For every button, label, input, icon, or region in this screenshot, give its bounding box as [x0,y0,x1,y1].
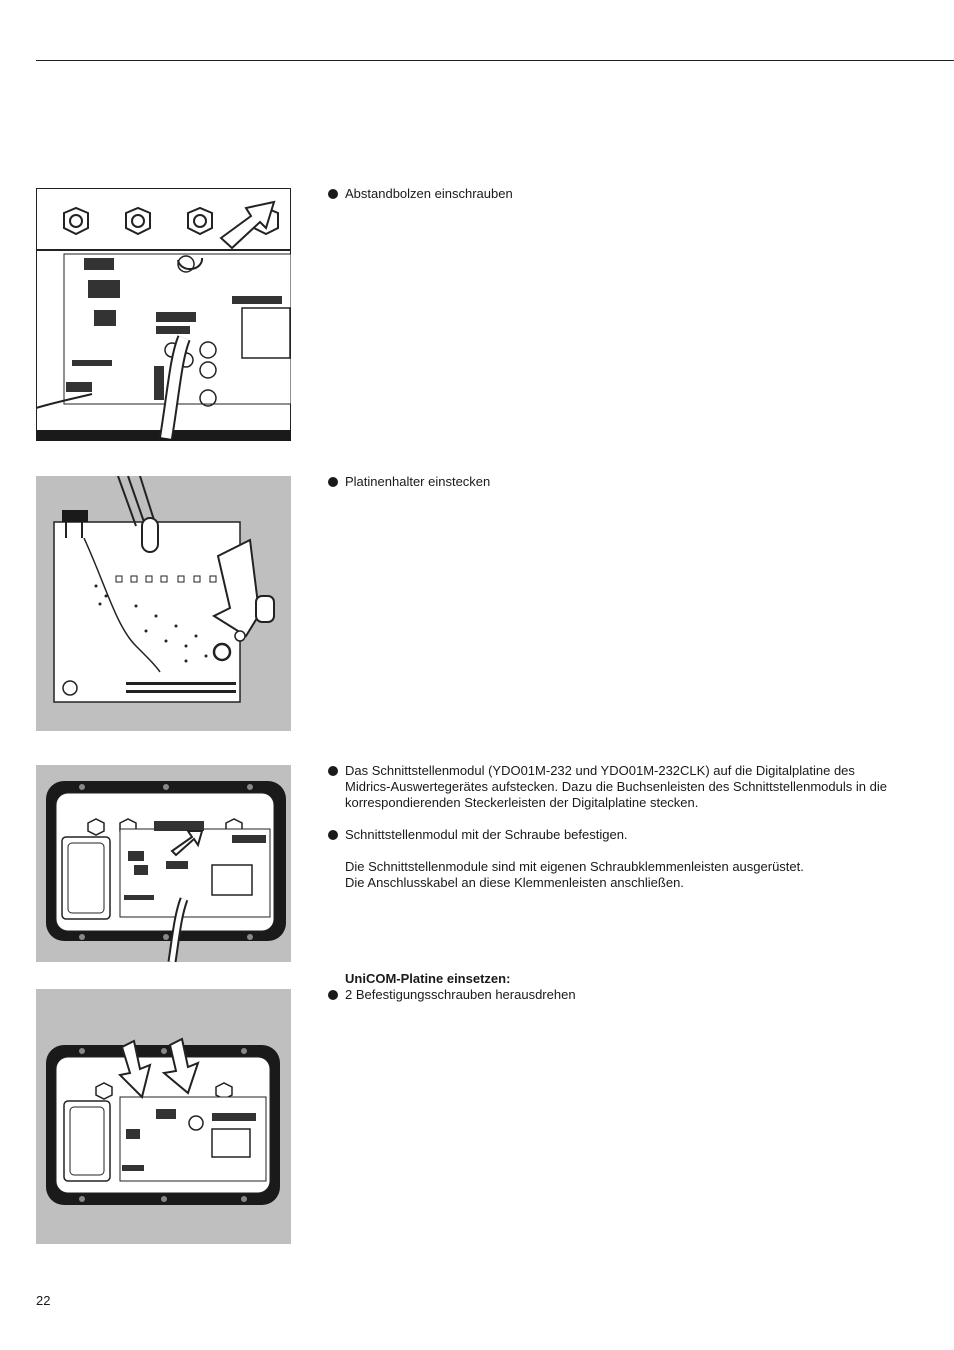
step-item [328,827,888,843]
figure-interface-module [36,765,291,962]
bullet-icon [328,189,338,199]
figure-board-holder [36,476,291,731]
note-line: Die Anschlusskabel an diese Klemmenleisten anschließen. [345,875,684,890]
section-heading: UniCOM-Platine einsetzen: [345,971,511,986]
bullet-icon [328,477,338,487]
step-item [328,763,888,811]
note-line: Die Schnittstellenmodule sind mit eigenen Schraubklemmenleisten ausgerüstet. [345,859,804,874]
step-text: Abstandbolzen einschrauben [345,186,513,201]
page-number: 22 [36,1293,51,1308]
section-4-text [328,971,888,1003]
section-2-text [328,474,888,490]
step-text: Schnittstellenmodul mit der Schraube befestigen. [345,827,628,842]
header-rule [36,60,954,61]
figure-unicom-screws [36,989,291,1244]
bullet-icon [328,766,338,776]
step-item [328,987,888,1003]
step-text: Platinenhalter einstecken [345,474,491,489]
step-item [328,474,888,490]
step-text: 2 Befestigungsschrauben herausdrehen [345,987,576,1002]
step-item [328,186,888,202]
figure-standoff-screw [36,188,291,441]
bullet-icon [328,990,338,1000]
bullet-icon [328,830,338,840]
section-3-text [328,763,888,891]
section-1-text [328,186,888,202]
step-text: Das Schnittstellenmodul (YDO01M-232 und YDO01M-232CLK) auf die Digitalplatine des Midrics-Auswertegerätes aufstecken. Dazu die Buchsenleisten des Schnittstellenmoduls in die korrespondierenden Steckerleisten der Digitalplatine stecken. [345,763,887,810]
